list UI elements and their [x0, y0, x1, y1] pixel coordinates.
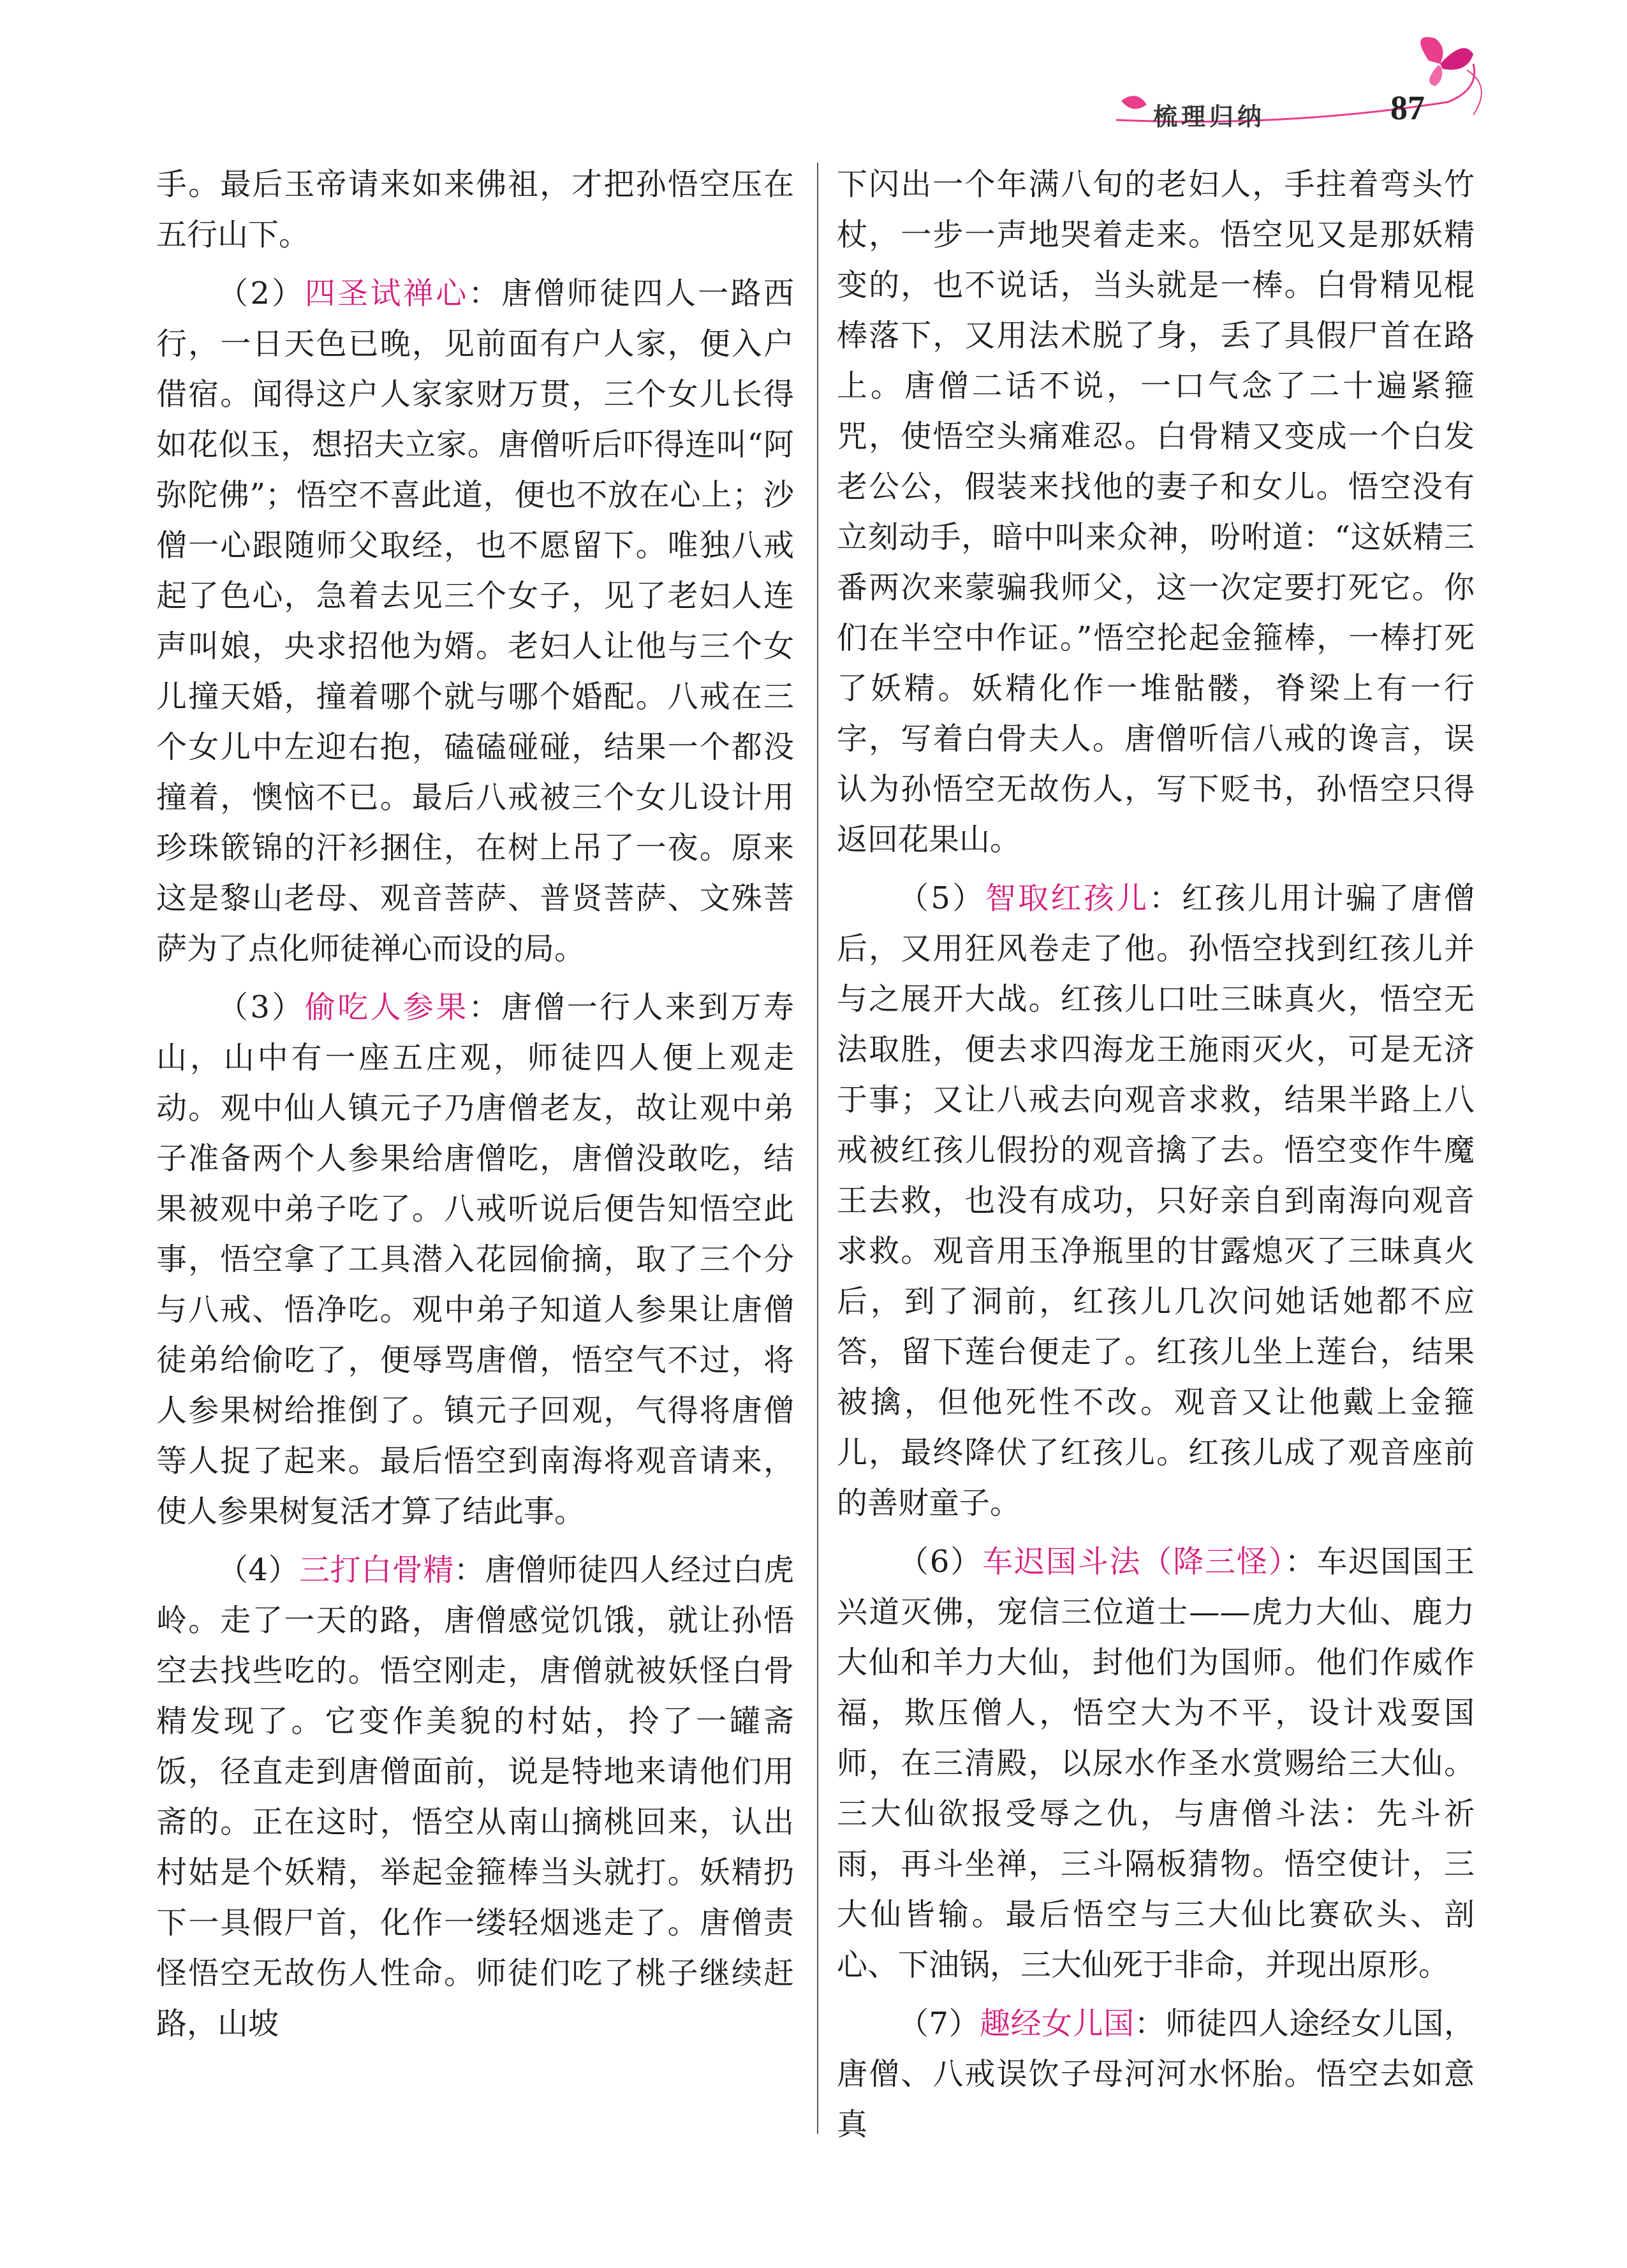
paragraph-continuation: 下闪出一个年满八旬的老妇人，手拄着弯头竹杖，一步一声地哭着走来。悟空见又是那妖精变的，也不说话，当头就是一棒。白骨精见棍棒落下，又用法术脱了身，丢了具假尸首在路上。唐僧二话不说，一口气念了二十遍紧箍咒，使悟空头痛难忍。白骨精又变成一个白发老公公，假装来找他的妻子和女儿。悟空没有立刻动手，暗中叫来众神，吩咐道：“这妖精三番两次来蒙骗我师父，这一次定要打死它。你们在半空中作证。”悟空抡起金箍棒，一棒打死了妖精。妖精化作一堆骷髅，脊梁上有一行字，写着白骨夫人。唐僧听信八戒的谗言，误认为孙悟空无故伤人，写下贬书，孙悟空只得返回花果山。	[837, 167, 1475, 857]
paragraph-four-saints	[156, 269, 794, 974]
paragraph-title: 四圣试禅心	[304, 276, 469, 311]
paragraph-womens-kingdom	[837, 1999, 1475, 2150]
paragraph-title: 三打白骨精	[299, 1552, 454, 1588]
page-number: 87	[1390, 89, 1425, 127]
section-label: 梳理归纳	[1153, 103, 1266, 131]
paragraph-number: （3）	[217, 989, 305, 1025]
paragraph-body: ：师徒四人途经女儿国，唐僧、八戒误饮子母河河水怀胎。悟空去如意真	[837, 2006, 1475, 2142]
paragraph-body: ：唐僧师徒四人经过白虎岭。走了一天的路，唐僧感觉饥饿，就让孙悟空去找些吃的。悟空刚走，唐僧就被妖怪白骨精发现了。它变作美貌的村姑，拎了一罐斋饭，径直走到唐僧面前，说是特地来请他们用斋的。正在这时，悟空从南山摘桃回来，认出村姑是个妖精，举起金箍棒当头就打。妖精扔下一具假尸首，化作一缕轻烟逃走了。唐僧责怪悟空无故伤人性命。师徒们吃了桃子继续赶路，山坡	[156, 1552, 794, 2042]
paragraph-number: （2）	[217, 276, 305, 311]
paragraph-body: ：唐僧师徒四人一路西行，一日天色已晚，见前面有户人家，便入户借宿。闻得这户人家家财万贯，三个女儿长得如花似玉，想招夫立家。唐僧听后吓得连叫“阿弥陀佛”；悟空不喜此道，便也不放在心上；沙僧一心跟随师父取经，也不愿留下。唯独八戒起了色心，急着去见三个女子，见了老妇人连声叫娘，央求招他为婿。老妇人让他与三个女儿撞天婚，撞着哪个就与哪个婚配。八戒在三个女儿中左迎右抱，磕磕碰碰，结果一个都没撞着，懊恼不已。最后八戒被三个女儿设计用珍珠篏锦的汗衫捆住，在树上吊了一夜。原来这是黎山老母、观音菩萨、普贤菩萨、文殊菩萨为了点化师徒禅心而设的局。	[156, 276, 794, 967]
header-decoration	[1091, 26, 1499, 134]
paragraph-title: 车迟国斗法（降三怪）	[982, 1544, 1285, 1580]
right-column	[837, 159, 1475, 2158]
column-divider	[817, 163, 818, 2134]
paragraph-number: （6）	[898, 1544, 983, 1580]
paragraph-chechi-kingdom	[837, 1537, 1475, 1990]
paragraph-title: 智取红孩儿	[985, 880, 1149, 916]
paragraph-number: （5）	[898, 880, 985, 916]
page-header	[1091, 26, 1499, 134]
leaf-icon	[1121, 96, 1147, 108]
paragraph-body: ：车迟国国王兴道灭佛，宠信三位道士——虎力大仙、鹿力大仙和羊力大仙，封他们为国师。他们作威作福，欺压僧人，悟空大为不平，设计戏耍国师，在三清殿，以尿水作圣水赏赐给三大仙。三大仙欲报受辱之仇，与唐僧斗法：先斗祈雨，再斗坐禅，三斗隔板猜物。悟空使计，三大仙皆输。最后悟空与三大仙比赛砍头、剖心、下油锅，三大仙死于非命，并现出原形。	[837, 1544, 1475, 1983]
paragraph-body: ：红孩儿用计骗了唐僧后，又用狂风卷走了他。孙悟空找到红孩儿并与之展开大战。红孩儿口吐三昧真火，悟空无法取胜，便去求四海龙王施雨灭火，可是无济于事；又让八戒去向观音求救，结果半路上八戒被红孩儿假扮的观音擒了去。悟空变作牛魔王去救，也没有成功，只好亲自到南海向观音求救。观音用玉净瓶里的甘露熄灭了三昧真火后，到了洞前，红孩儿几次问她话她都不应答，留下莲台便走了。红孩儿坐上莲台，结果被擒，但他死性不改。观音又让他戴上金箍儿，最终降伏了红孩儿。红孩儿成了观音座前的善财童子。	[837, 880, 1475, 1521]
paragraph-title: 趣经女儿国	[980, 2006, 1135, 2042]
paragraph-continuation: 手。最后玉帝请来如来佛祖，才把孙悟空压在五行山下。	[156, 167, 794, 253]
paragraph-body: ：唐僧一行人来到万寿山，山中有一座五庄观，师徒四人便上观走动。观中仙人镇元子乃唐僧老友，故让观中弟子准备两个人参果给唐僧吃，唐僧没敢吃，结果被观中弟子吃了。八戒听说后便告知悟空此事，悟空拿了工具潜入花园偷摘，取了三个分与八戒、悟净吃。观中弟子知道人参果让唐僧徒弟给偷吃了，便辱骂唐僧，悟空气不过，将人参果树给推倒了。镇元子回观，气得将唐僧等人捉了起来。最后悟空到南海将观音请来，使人参果树复活才算了结此事。	[156, 989, 794, 1529]
left-column	[156, 159, 794, 2057]
paragraph-number: （4）	[217, 1552, 300, 1588]
paragraph-number: （7）	[898, 2006, 980, 2042]
paragraph-red-boy	[837, 873, 1475, 1529]
paragraph-white-bone-demon	[156, 1545, 794, 2049]
butterfly-icon	[1420, 37, 1473, 86]
paragraph-ginseng-fruit	[156, 982, 794, 1537]
paragraph-title: 偷吃人参果	[304, 989, 469, 1025]
